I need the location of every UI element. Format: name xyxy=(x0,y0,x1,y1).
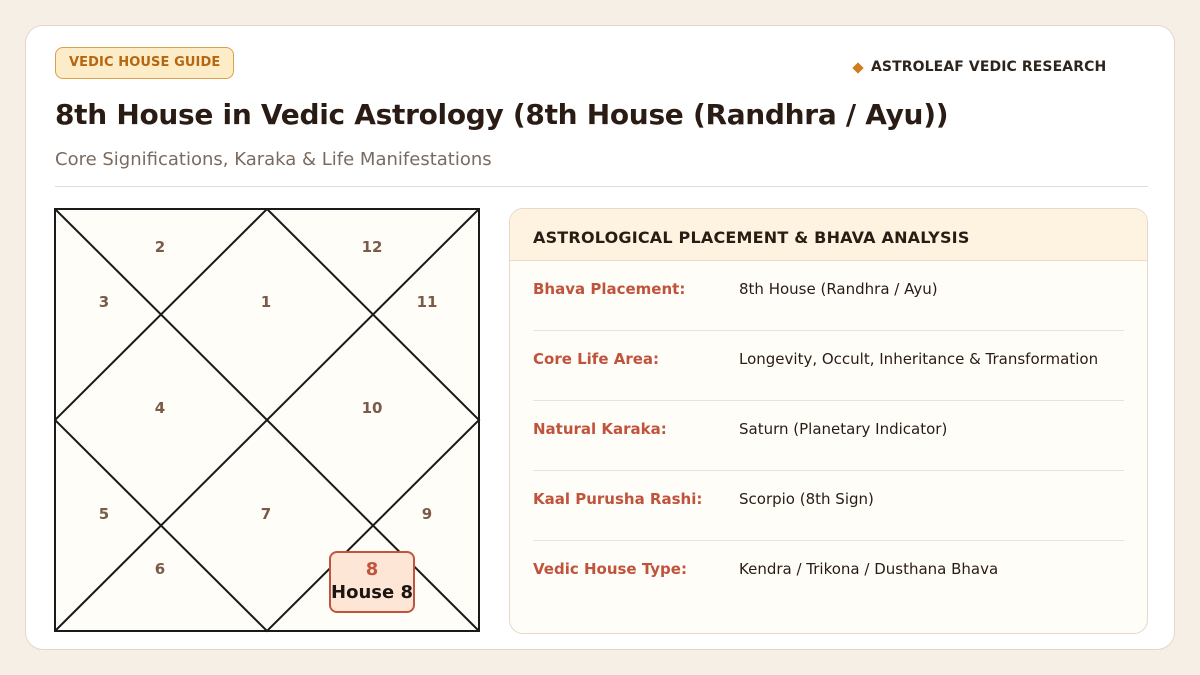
house-10-label: 10 xyxy=(361,399,383,417)
row-label: Bhava Placement: xyxy=(533,280,686,298)
row-label: Vedic House Type: xyxy=(533,560,687,578)
house-4-label: 4 xyxy=(154,399,166,417)
chart-lines xyxy=(54,208,482,636)
row-label: Natural Karaka: xyxy=(533,420,667,438)
row-value: Longevity, Occult, Inheritance & Transformation xyxy=(739,350,1099,368)
row-value: Saturn (Planetary Indicator) xyxy=(739,420,948,438)
house-11-label: 11 xyxy=(416,293,438,311)
panel-title: ASTROLOGICAL PLACEMENT & BHAVA ANALYSIS xyxy=(510,209,1147,261)
brand xyxy=(854,57,1106,77)
house-5-label: 5 xyxy=(98,505,110,523)
highlighted-house-label: House 8 xyxy=(331,582,413,603)
north-indian-chart xyxy=(54,208,482,636)
highlighted-house-number: 8 xyxy=(365,559,379,580)
row-value: 8th House (Randhra / Ayu) xyxy=(739,280,938,298)
analysis-panel xyxy=(509,208,1148,634)
header-divider xyxy=(55,186,1148,187)
diamond-icon xyxy=(852,62,863,73)
analysis-row xyxy=(533,541,1124,610)
page-title: 8th House in Vedic Astrology (8th House (Randhra / Ayu)) xyxy=(55,98,949,131)
row-label: Core Life Area: xyxy=(533,350,660,368)
house-1-label: 1 xyxy=(260,293,272,311)
brand-label: ASTROLEAF VEDIC RESEARCH xyxy=(871,59,1107,75)
row-value: Scorpio (8th Sign) xyxy=(739,490,874,508)
guide-card xyxy=(25,25,1175,650)
page-subtitle: Core Significations, Karaka & Life Manifestations xyxy=(55,149,492,170)
analysis-row xyxy=(533,261,1124,331)
row-value: Kendra / Trikona / Dusthana Bhava xyxy=(739,560,999,578)
analysis-row xyxy=(533,401,1124,471)
house-6-label: 6 xyxy=(154,560,166,578)
category-badge: VEDIC HOUSE GUIDE xyxy=(55,47,234,79)
analysis-row xyxy=(533,331,1124,401)
house-2-label: 2 xyxy=(154,238,166,256)
row-label: Kaal Purusha Rashi: xyxy=(533,490,703,508)
analysis-rows xyxy=(533,261,1124,610)
house-9-label: 9 xyxy=(421,505,433,523)
analysis-row xyxy=(533,471,1124,541)
highlighted-house-8 xyxy=(329,551,415,613)
house-7-label: 7 xyxy=(260,505,272,523)
house-3-label: 3 xyxy=(98,293,110,311)
house-12-label: 12 xyxy=(361,238,383,256)
